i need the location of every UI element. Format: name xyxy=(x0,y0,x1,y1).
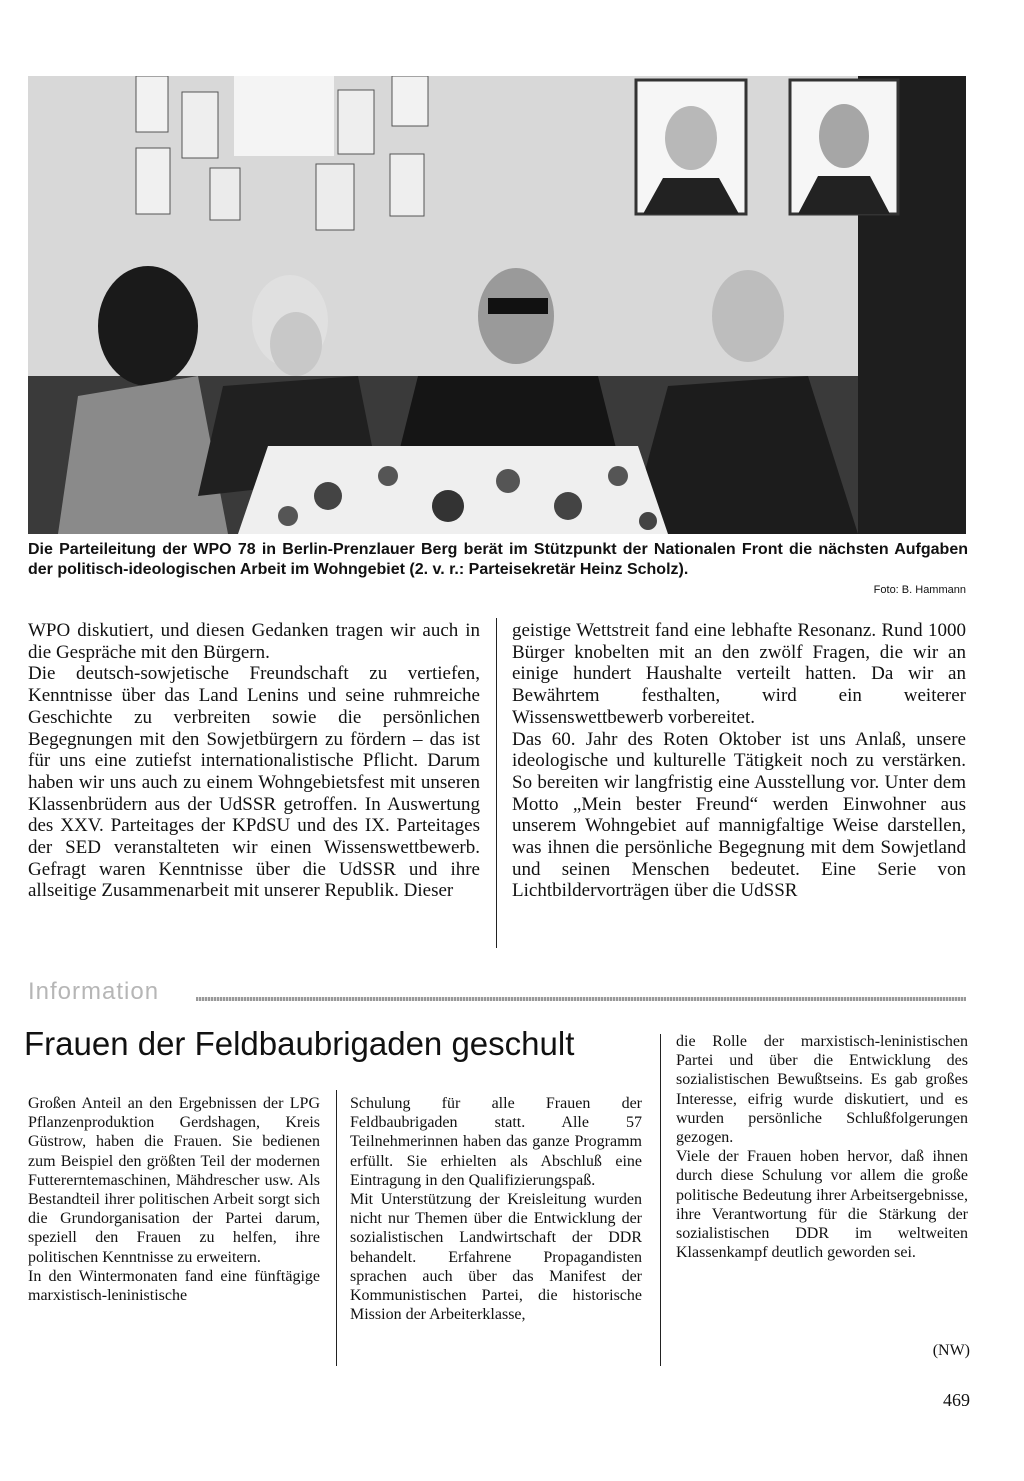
paragraph: die Rolle der marxistisch-leninistischen Partei und über die Entwicklung des sozialistischen Bewußtseins. Es gab großes Interesse, eifrig wurde diskutiert, und es wurden persönliche Schlußfolgerungen gezogen. xyxy=(676,1033,968,1147)
paragraph: Das 60. Jahr des Roten Oktober ist uns Anlaß, unsere ideologische und kulturelle Tätigkeit noch zu verstärken. So bereiten wir langfristig eine Ausstellung vor. Unter dem Motto „Mein bester Freund“ werden Einwohner aus unserem Wohngebiet auf mannigfaltige Weise darstellen, was ihnen die persönliche Begegnung mit dem Sowjetland und seinen Menschen bedeutet. Eine Serie von Lichtbildervorträgen über die UdSSR xyxy=(512,728,966,902)
section-divider xyxy=(196,997,966,1001)
article-headline: Frauen der Feldbaubrigaden geschult xyxy=(24,1025,575,1062)
column-rule xyxy=(496,618,497,948)
article-photo xyxy=(28,76,966,534)
column-rule xyxy=(660,1034,661,1366)
paragraph: Großen Anteil an den Ergebnissen der LPG Pflanzenproduktion Gerdshagen, Kreis Güstrow, haben die Frauen. Sie bedienen zum Beispiel den größten Teil der modernen Futtererntemaschinen, Mähdrescher usw. Als Bestandteil ihrer politischen Arbeit sorgt sich die Grundorganisation der Partei darum, speziell den Frauen zu helfen, ihre politischen Kenntnisse zu erweitern. xyxy=(28,1095,320,1266)
paragraph: Schulung für alle Frauen der Feldbaubrigaden statt. Alle 57 Teilnehmerinnen haben das ganze Programm erfüllt. Sie erhielten als Abschluß eine Eintragung in den Qualifizierungspaß. xyxy=(350,1095,642,1189)
photo-credit: Foto: B. Hammann xyxy=(873,584,966,596)
section-label: Information xyxy=(28,978,160,1005)
photo-caption: Die Parteileitung der WPO 78 in Berlin-Prenzlauer Berg berät im Stützpunkt der Nationalen Front die nächsten Aufgaben der politisch-ideologischen Arbeit im Wohngebiet (2. v. r.: Parteisekretär Heinz Scholz). xyxy=(28,541,968,578)
paragraph: In den Wintermonaten fand eine fünftägige marxistisch-leninistische xyxy=(28,1267,320,1305)
paragraph: WPO diskutiert, und diesen Gedanken tragen wir auch in die Gespräche mit den Bürgern. xyxy=(28,620,480,663)
bottom-article-column-3 xyxy=(676,1032,968,1262)
paragraph: Die deutsch-sowjetische Freundschaft zu vertiefen, Kenntnisse über das Land Lenins und seine ruhmreiche Geschichte zu verbreiten sowie die persönlichen Begegnungen mit den Sowjetbürgern zu fördern – das ist für uns eine zutiefst internationalistische Pflicht. Darum haben wir uns auch zu einem Wohngebietsfest mit unseren Klassenbrüdern aus der UdSSR getroffen. In Auswertung des XXV. Parteitages der KPdSU und des IX. Parteitages der SED veranstalteten wir einen Wissenswettbewerb. Gefragt waren Kenntnisse über die UdSSR und ihre allseitige Zusammenarbeit mit unserer Republik. Dieser xyxy=(28,663,480,902)
author-signature: (NW) xyxy=(932,1342,970,1359)
top-article-column-2 xyxy=(512,620,966,902)
bottom-article-column-1 xyxy=(28,1094,320,1305)
paragraph: geistige Wettstreit fand eine lebhafte Resonanz. Rund 1000 Bürger knobelten mit an den zwölf Fragen, die wir an einige hundert Haushalte verteilt hatten. Da wir an Bewährtem festhalten, wird ein weiterer Wissenswettbewerb vorbereitet. xyxy=(512,620,966,728)
page-number: 469 xyxy=(943,1390,970,1410)
bottom-article-column-2 xyxy=(350,1094,642,1324)
top-article-column-1 xyxy=(28,620,480,902)
photo-illustration xyxy=(28,76,966,534)
paragraph: Viele der Frauen hoben hervor, daß ihnen durch diese Schulung vor allem die große politische Bedeutung ihrer Arbeitsergebnisse, ihre Verantwortung für die Stärkung der sozialistischen DDR im weltweiten Klassenkampf deutlich geworden sei. xyxy=(676,1148,968,1262)
paragraph: Mit Unterstützung der Kreisleitung wurden nicht nur Themen über die Entwicklung der sozialistischen Landwirtschaft der DDR behandelt. Erfahrene Propagandisten sprachen auch über das Manifest der Kommunistischen Partei, die historische Mission der Arbeiterklasse, xyxy=(350,1191,642,1324)
column-rule xyxy=(336,1090,337,1366)
